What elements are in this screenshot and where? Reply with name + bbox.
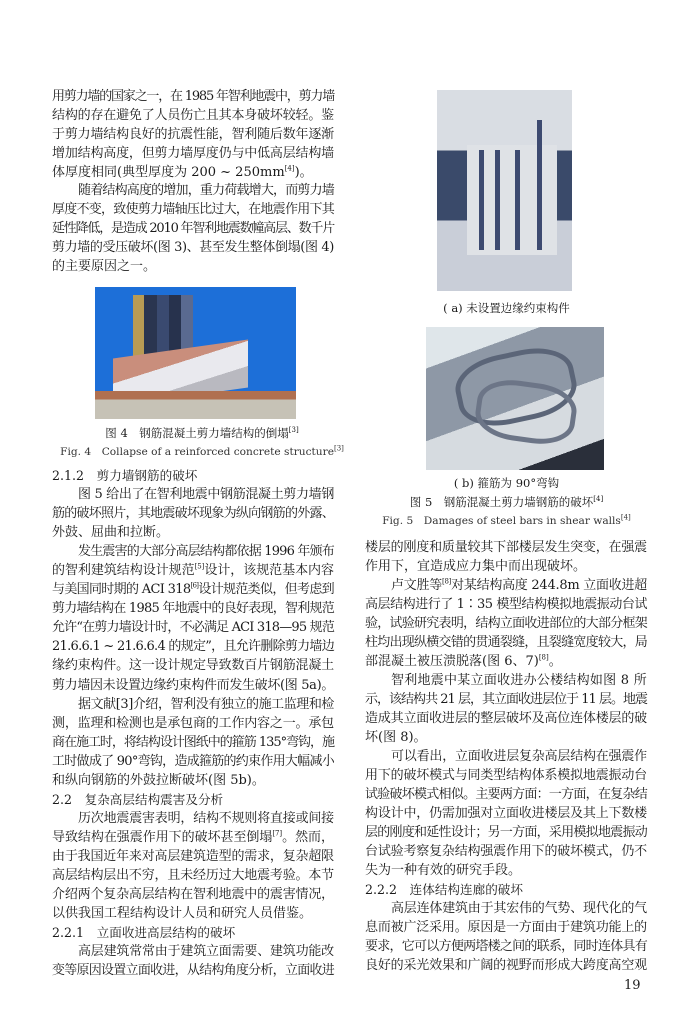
text-segment: 良好的采光效果和广阔的视野而形成大跨度高空观 xyxy=(365,958,647,973)
text-line xyxy=(52,561,335,580)
fig5-caption-en xyxy=(365,513,648,529)
text-segment: 高层连体建筑由于其宏伟的气势、现代化的气 xyxy=(391,901,647,916)
text-segment: 据文献[3]介绍，智利没有独立的施工监理和检 xyxy=(78,696,334,712)
text-segment: 高层结构层出不穷，且未经历过大地震考验。本节 xyxy=(52,867,334,883)
fig5-caption-cn xyxy=(365,494,648,510)
caption-text: Fig. 5 Damages of steel bars in shear walls xyxy=(382,515,621,527)
citation: [3] xyxy=(288,426,299,435)
left-column-paragraphs-top xyxy=(52,88,335,277)
text-line xyxy=(365,766,648,785)
text-line xyxy=(365,956,648,975)
text-segment: 结构的存在避免了人员伤亡且其本身破坏较轻。鉴 xyxy=(52,107,334,123)
text-line xyxy=(52,126,335,145)
text-segment: 试验破坏模式相似。主要两方面：一方面，在复杂结 xyxy=(365,787,647,802)
text-segment: 测，监理和检测也是承包商的工作内容之一。承包 xyxy=(52,715,334,731)
text-segment: 。 xyxy=(548,654,562,669)
text-segment: 延性降低，是造成 2010 年智利地震数幢高层、数千片 xyxy=(52,221,334,237)
text-segment: 剪力墙的受压破坏(图 3)、甚至发生整体倒塌(图 4) xyxy=(52,240,334,256)
text-line xyxy=(365,690,648,709)
text-line xyxy=(365,671,648,690)
text-segment: 剪力墙结构在 1985 年地震中的良好表现，智利规范 xyxy=(52,601,334,617)
text-segment: 智利地震中某立面收进办公楼结构如图 8 所 xyxy=(391,673,647,688)
text-segment: 用剪力墙的国家之一，在 1985 年智利地震中，剪力墙 xyxy=(52,89,334,104)
text-segment: 用下的破坏模式与同类型结构体系模拟地震振动台 xyxy=(365,768,647,783)
citation: [4] xyxy=(284,164,295,173)
text-segment: 失为一种有效的研究手段。 xyxy=(365,863,522,878)
text-line xyxy=(52,771,335,790)
text-line xyxy=(365,652,648,671)
text-segment: 对某结构高度 244.8m 立面收进超 xyxy=(451,578,647,593)
section-heading xyxy=(52,923,335,942)
section-heading xyxy=(52,466,335,485)
text-segment: 变等原因设置立面收进，从结构角度分析，立面收进 xyxy=(52,963,334,979)
citation: [5] xyxy=(194,562,205,571)
citation: [8] xyxy=(441,577,452,586)
right-column-paragraphs xyxy=(365,538,648,975)
text-line xyxy=(365,899,648,918)
text-line xyxy=(365,842,648,861)
text-line xyxy=(365,861,648,880)
text-segment: 台试验考察复杂结构强震作用下的破坏模式，仍不 xyxy=(365,844,647,859)
text-line xyxy=(365,614,648,633)
text-segment: 允许“在剪力墙设计时，不必满足 ACI 318—95 规范 xyxy=(52,620,334,636)
text-segment: 构设计中，仍需加强对立面收进楼层及其上下数楼 xyxy=(365,806,647,821)
text-line xyxy=(365,595,648,614)
text-line xyxy=(52,201,335,220)
text-line xyxy=(52,961,335,980)
text-line xyxy=(52,258,335,277)
text-line xyxy=(52,904,335,923)
citation: [6] xyxy=(190,581,199,590)
rebar xyxy=(537,120,542,250)
text-line xyxy=(365,937,648,956)
text-line xyxy=(52,220,335,239)
text-line xyxy=(52,637,335,656)
text-segment: 造成其立面收进层的整层破坏及高位连体楼层的破 xyxy=(365,711,647,726)
text-line xyxy=(365,747,648,766)
text-segment: 作用下，宜造成应力集中而出现破坏。 xyxy=(365,559,587,574)
text-segment: 图 5 给出了在智利地震中钢筋混凝土剪力墙钢 xyxy=(78,487,334,503)
text-segment: 设计，该规范基本内容 xyxy=(204,563,334,579)
citation: [4] xyxy=(620,513,631,522)
text-line xyxy=(52,618,335,637)
page-number: 19 xyxy=(624,978,641,993)
text-line xyxy=(52,866,335,885)
caption-text: Fig. 4 Collapse of a reinforced concrete structure xyxy=(60,446,334,458)
text-line xyxy=(52,885,335,904)
text-segment: 2.2 复杂高层结构震害及分析 xyxy=(52,791,224,807)
text-segment: 工时做成了 90°弯钩，造成箍筋的约束作用大幅减小 xyxy=(52,753,334,769)
text-segment: 外鼓、屈曲和拉断。 xyxy=(52,525,170,541)
text-segment: 息而被广泛采用。原因是一方面由于建筑功能上的 xyxy=(365,920,647,935)
text-line xyxy=(365,576,648,595)
text-segment: 层的刚度和延性设计；另一方面，采用模拟地震振动 xyxy=(365,825,647,840)
text-segment: 厚度不变，致使剪力墙轴压比过大，在地震作用下其 xyxy=(52,202,334,218)
text-line xyxy=(52,656,335,675)
text-line xyxy=(52,523,335,542)
text-line xyxy=(52,942,335,961)
text-segment: 设计规范类似，但考虑到 xyxy=(198,582,334,598)
text-line xyxy=(52,828,335,847)
text-segment: 体厚度相同(典型厚度为 200 ~ 250mm xyxy=(52,164,285,180)
text-line xyxy=(365,709,648,728)
text-segment: 柱均出现纵横交错的贯通裂缝，且裂缝宽度较大，局 xyxy=(365,635,647,650)
caption-text: 图 5 钢筋混凝土剪力墙钢筋的破坏 xyxy=(409,495,594,509)
text-segment: 历次地震震害表明，结构不规则将直接或间接 xyxy=(78,810,334,826)
fig4-building-collapse-photo xyxy=(95,287,296,419)
text-segment: 剪力墙因未设置边缘约束构件而发生破坏(图 5a)。 xyxy=(52,677,334,693)
text-line xyxy=(365,785,648,804)
text-segment: 坏(图 8)。 xyxy=(365,730,427,745)
citation: [4] xyxy=(593,495,604,504)
text-segment: 示，该结构共 21 层，其立面收进层位于 11 层。地震 xyxy=(365,692,647,707)
text-line xyxy=(52,164,335,183)
text-segment: 发生震害的大部分高层结构都依据 1996 年颁布 xyxy=(78,544,334,560)
text-line xyxy=(365,823,648,842)
text-segment: 和纵向钢筋的外鼓拉断破坏(图 5b)。 xyxy=(52,772,265,788)
text-line xyxy=(52,714,335,733)
text-segment: 高层结构进行了 1∶35 模型结构模拟地震振动台试 xyxy=(365,597,648,612)
text-segment: 2.2.1 立面收进高层结构的破坏 xyxy=(52,925,236,941)
fig4-caption-en xyxy=(52,444,352,460)
text-segment: 高层建筑常常由于建筑立面需要、建筑功能改 xyxy=(78,944,334,960)
fig5b-subcaption: ( b) 箍筋为 90°弯钩 xyxy=(453,476,560,490)
text-line xyxy=(52,809,335,828)
text-segment: 楼层的刚度和质量较其下部楼层发生突变，在强震 xyxy=(365,540,647,555)
text-segment: 2.2.2 连体结构连廊的破坏 xyxy=(365,882,523,897)
left-column-paragraphs-bottom xyxy=(52,466,335,980)
text-segment: 可以看出，立面收进层复杂高层结构在强震作 xyxy=(391,749,647,764)
text-segment: 2.1.2 剪力墙钢筋的破坏 xyxy=(52,468,198,483)
text-segment: 要求，它可以方便两塔楼之间的联系，同时连体具有 xyxy=(365,939,647,954)
citation: [3] xyxy=(333,444,344,453)
ground xyxy=(95,391,296,419)
text-segment: 导致结构在强震作用下的破坏甚至倒塌 xyxy=(52,829,273,845)
text-line xyxy=(52,542,335,561)
text-line xyxy=(52,847,335,866)
text-segment: 由于我国近年来对高层建筑造型的需求，复杂超限 xyxy=(52,848,334,864)
text-line xyxy=(365,633,648,652)
text-segment: 的主要原因之一。 xyxy=(52,259,157,275)
text-line xyxy=(52,239,335,258)
text-line xyxy=(52,182,335,201)
text-segment: 与美国同时期的 ACI 318 xyxy=(52,582,191,598)
caption-text: 图 4 钢筋混凝土剪力墙结构的倒塌 xyxy=(105,426,289,440)
text-segment: 缘约束构件。这一设计规定导致数百片钢筋混凝土 xyxy=(52,658,334,674)
text-line xyxy=(52,695,335,714)
text-line xyxy=(365,557,648,576)
text-line xyxy=(52,504,335,523)
fig5a-rebar-exposed-photo xyxy=(437,90,572,291)
text-segment: 随着结构高度的增加，重力荷载增大，而剪力墙 xyxy=(78,183,334,199)
rebar xyxy=(495,150,500,250)
text-segment: 的智利建筑结构设计规范 xyxy=(52,563,195,579)
citation: [8] xyxy=(538,653,549,662)
text-line xyxy=(365,728,648,747)
text-segment: 增加结构高度，但剪力墙厚度仍与中低高层结构墙 xyxy=(52,145,334,161)
text-line xyxy=(52,145,335,164)
fig5b-bent-stirrup-photo xyxy=(426,327,604,470)
text-segment: 21.6.6.1 ~ 21.6.6.4 的规定”，且允许删除剪力墙边 xyxy=(52,639,334,655)
text-segment: 于剪力墙结构良好的抗震性能，智利随后数年逐渐 xyxy=(52,126,334,142)
text-line xyxy=(52,599,335,618)
text-line xyxy=(365,538,648,557)
text-segment: 验，试验研究表明，结构立面收进部位的大部分框架 xyxy=(365,616,647,631)
section-heading xyxy=(52,790,335,809)
text-segment: 。然而， xyxy=(282,829,334,845)
text-segment: 筋的破坏照片，其地震破坏现象为纵向钢筋的外露、 xyxy=(52,506,334,522)
rebar xyxy=(479,150,484,250)
text-line xyxy=(52,676,335,695)
text-line xyxy=(52,107,335,126)
text-segment: 部混凝土被压溃脱落(图 6、7) xyxy=(365,654,539,669)
rebar xyxy=(515,150,520,250)
text-segment: 介绍两个复杂高层结构在智利地震中的震害情况， xyxy=(52,887,334,903)
fig5a-subcaption: ( a) 未设置边缘约束构件 xyxy=(443,301,570,315)
text-segment: 卢文胜等 xyxy=(391,578,442,593)
text-line xyxy=(52,485,335,504)
citation: [7] xyxy=(272,829,283,838)
text-line xyxy=(365,918,648,937)
text-line xyxy=(52,580,335,599)
text-line xyxy=(52,733,335,752)
section-heading xyxy=(365,880,648,899)
text-line xyxy=(52,88,335,107)
text-segment: 商在施工时，将结构设计图纸中的箍筋 135°弯钩，施 xyxy=(52,734,334,750)
text-line xyxy=(365,804,648,823)
text-line xyxy=(52,752,335,771)
text-segment: )。 xyxy=(294,164,313,180)
fig4-caption-cn xyxy=(52,425,352,441)
text-segment: 以供我国工程结构设计人员和研究人员借鉴。 xyxy=(52,906,313,922)
